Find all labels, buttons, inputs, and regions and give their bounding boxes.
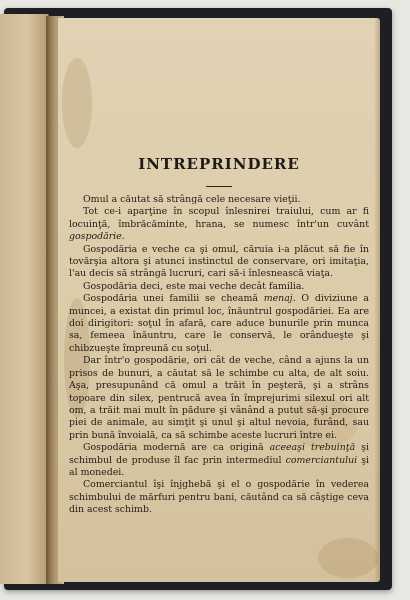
paragraph: Tot ce-i aparţine în scopul înlesnirei traiului, cum ar fi locuinţă, îmbrăcăminte, hrana, se numesc într'un cuvânt gospodărie. xyxy=(69,206,369,243)
paragraph: Gospodăria modernă are ca origină aceeaşi trebuinţă şi schimbul de produse îl fac prin intermediul comerciantului şi al monedei. xyxy=(69,442,370,478)
page-title: INTREPRINDERE xyxy=(138,155,300,173)
title-rule xyxy=(206,186,232,187)
paragraph: Gospodăria e veche ca şi omul, căruia i-a plăcut să fie în tovărşia altora şi atunci instinctul de conservare, ori imitaţia, l'au decis să strângă lucruri, cari să-i înlesnească viaţa. xyxy=(69,243,369,280)
paragraph: Gospodăria deci, este mai veche decât familia. xyxy=(83,280,305,292)
paragraph: Comerciantul îşi înjghebă şi el o gospodărie în vederea schimbului de mărfuri pentru bani, căutând ca să câştige ceva din acest schimb. xyxy=(69,479,369,516)
book-page xyxy=(58,18,380,582)
paragraph: Gospodăria unei familii se cheamă menaj. O diviziune a muncei, a existat din primul loc, înăuntrul gospodăriei. Ea are doi dirigitori: soţul în afară, care aduce bunurile prin munca sa, femeea înăuntru, care le conservă, le orândueşte şi chibzueşte împreună cu soţul. xyxy=(69,293,369,354)
paragraph: Dar într'o gospodărie, ori cât de veche, când a ajuns la un prisos de bunuri, a căutat să le schimbe cu alta, de alt soiu. Aşa, presupunând că omul a trăit în peşteră, şi a strâns topoare din silex, pentrucă avea în împrejurimi silexul ori alt om, a trăit mai mult în pădure şi vânând a putut să-şi procure piei de animale, au simţit şi unul şi altul nevoia, furând, sau prin bună învoială, ca să schimbe aceste lucruri între ei. xyxy=(69,355,369,441)
page-stain xyxy=(318,538,378,578)
left-page xyxy=(0,14,49,584)
page-edge xyxy=(374,18,380,582)
body-text xyxy=(69,194,369,517)
paragraph: Omul a căutat să strângă cele necesare vieţii. xyxy=(83,194,301,205)
page-stain xyxy=(62,58,92,148)
